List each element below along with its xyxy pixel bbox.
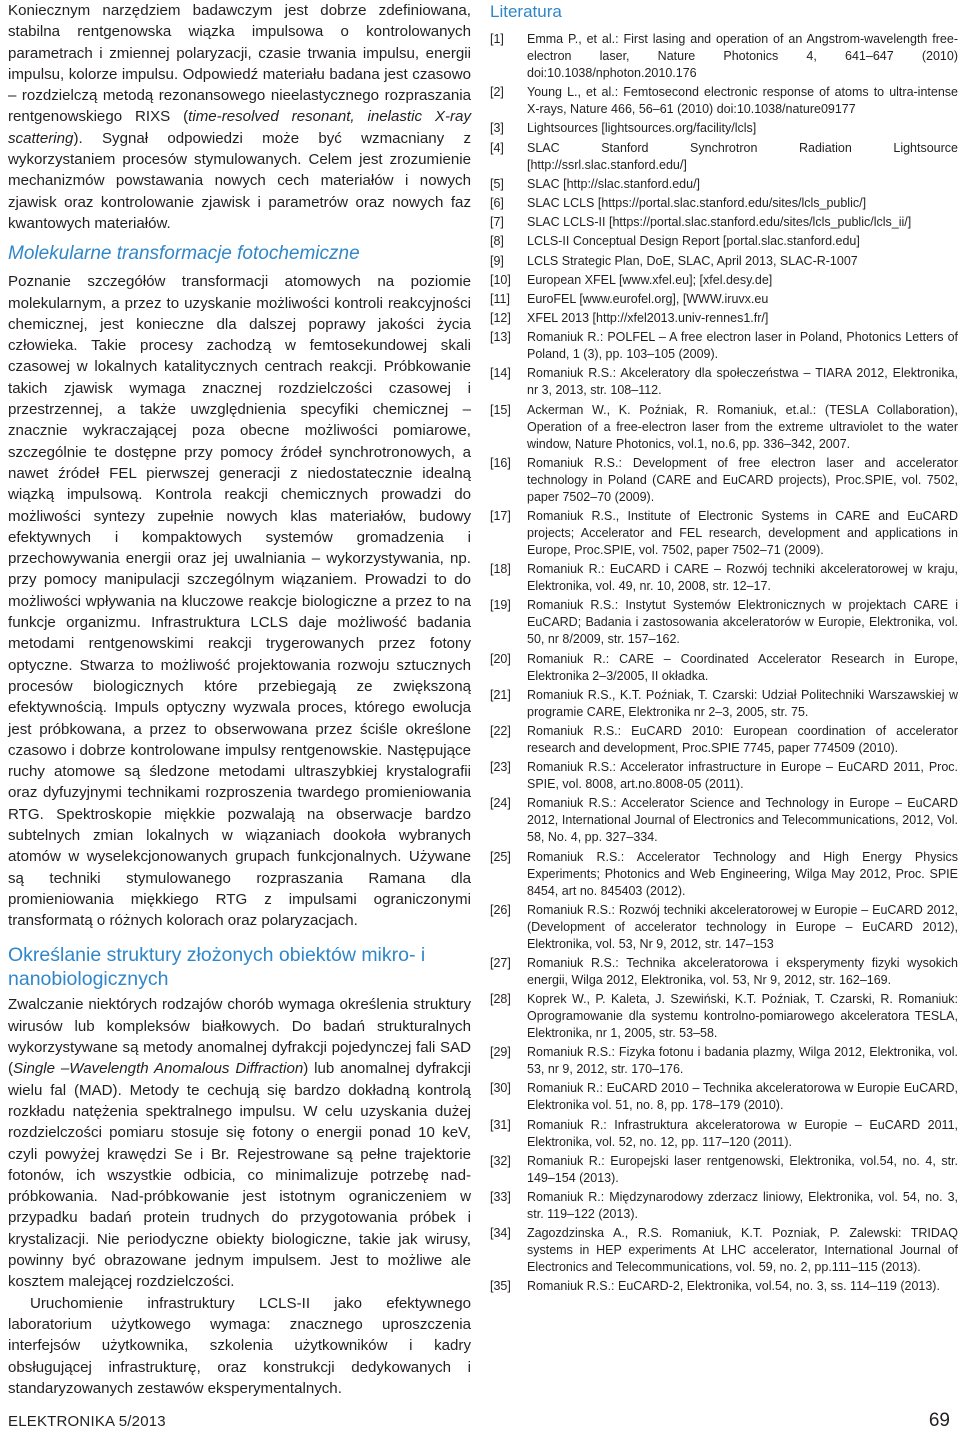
italic-text: Single –Wavelength Anomalous Diffraction xyxy=(13,1060,304,1078)
reference-text: Ackerman W., K. Poźniak, R. Romaniuk, et.al.: (TESLA Collaboration), Operation of a free-electron laser from the extreme ultraviolet to the water window, Nature Photonics, vol.1, no.6, pp. 336–342, 2007. xyxy=(527,402,958,451)
reference-item xyxy=(490,651,958,685)
reference-number: [34] xyxy=(490,1226,511,1241)
text-run: Zwalczanie niektórych rodzajów chorób wymaga określenia struktury wirusów lub kompleksów białkowych. Do badań strukturalnych wykorzystywane są metody anomalnej dyfrakcji pojedynczej fali SAD ( xyxy=(8,996,471,1078)
section-heading: Molekularne transformacje fotochemiczne xyxy=(8,243,360,265)
reference-item xyxy=(490,195,958,212)
reference-number: [20] xyxy=(490,651,511,666)
reference-item xyxy=(490,402,958,453)
reference-text: Romaniuk R.S.: Accelerator infrastructure in Europe – EuCARD 2011, Proc. SPIE, vol. 8008, art.no.8008-05 (2011). xyxy=(527,760,958,792)
reference-number: [35] xyxy=(490,1279,511,1294)
reference-item xyxy=(490,329,958,363)
reference-item xyxy=(490,1117,958,1151)
reference-number: [25] xyxy=(490,849,511,864)
reference-item xyxy=(490,759,958,793)
reference-number: [33] xyxy=(490,1190,511,1204)
text-run: ). Sygnał odpowiedzi może być wzmacniany z wykorzystaniem procesów stymulowanych. Celem jest zrozumienie mechanizmów powstawania nowych cech materiałów i nowych zjawisk oraz kontrolowanie zjawisk i parametrów oraz nowych faz kwantowych materiałów. xyxy=(8,129,471,232)
reference-number: [27] xyxy=(490,955,511,970)
reference-item xyxy=(490,508,958,559)
references-title: Literatura xyxy=(490,2,562,21)
reference-text: Romaniuk R.S., Institute of Electronic Systems in CARE and EuCARD projects; Accelerator and FEL research, development and applications in Europe, Proc.SPIE, vol. 7502, paper 7502–71 (2009). xyxy=(527,509,958,557)
reference-text: Romaniuk R.S.: Fizyka fotonu i badania plazmy, Wilga 2012, Elektronika, vol. 53, nr 9, 2012, str. 170–176. xyxy=(527,1045,958,1077)
reference-item xyxy=(490,955,958,989)
reference-number: [11] xyxy=(490,291,510,306)
reference-text: Lightsources [lightsources.org/facility/lcls] xyxy=(527,121,757,136)
reference-number: [6] xyxy=(490,195,504,210)
reference-number: [29] xyxy=(490,1045,511,1060)
reference-item xyxy=(490,849,958,900)
reference-text: Koprek W., P. Kaleta, J. Szewiński, K.T. Poźniak, T. Czarski, R. Romaniuk: Oprogramowanie dla systemu kontrolno-pomiarowego akceleratora TESLA, Elektronika, nr 1, 2005, str. 53–58. xyxy=(527,992,958,1041)
reference-item xyxy=(490,723,958,757)
section-heading: Określanie struktury złożonych obiektów mikro- i nanobiologicznych xyxy=(8,944,426,991)
reference-number: [23] xyxy=(490,760,511,775)
reference-text: Romaniuk R.: POLFEL – A free electron laser in Poland, Photonics Letters of Poland, 1 (3), pp. 103–105 (2009). xyxy=(527,330,958,362)
italic-text: time-resolved resonant, inelastic X-ray scattering xyxy=(8,108,471,147)
reference-text: SLAC LCLS-II [https://portal.slac.stanford.edu/sites/lcls_public/lcls_ii/] xyxy=(527,215,912,230)
reference-text: Young L., et al.: Femtosecond electronic response of atoms to ultra-intense X-rays, Nature 466, 56–61 (2010) doi:10.1038/nature09177 xyxy=(527,85,958,117)
reference-text: European XFEL [www.xfel.eu]; [xfel.desy.de] xyxy=(527,272,773,287)
reference-text: Romaniuk R.: EuCARD i CARE – Rozwój techniki akceleratorowej w kraju, Elektronika, vol. 49, nr. 10, 2008, str. 12–17. xyxy=(527,562,958,594)
reference-text: Romaniuk R.: EuCARD 2010 – Technika akceleratorowa w Europie EuCARD, Elektronika vol. 51, no. 8, pp. 178–179 (2010). xyxy=(527,1081,958,1113)
reference-number: [15] xyxy=(490,402,511,417)
paragraph xyxy=(8,0,471,234)
reference-number: [8] xyxy=(490,234,504,249)
reference-text: Romaniuk R.S.: Development of free electron laser and accelerator technology in Poland (CARE and EuCARD projects), Proc.SPIE, vol. 7502, paper 7502–70 (2009). xyxy=(527,455,958,504)
reference-item xyxy=(490,1278,958,1295)
reference-text: Romaniuk R.: Infrastruktura akceleratorowa w Europie – EuCARD 2011, Elektronika, vol. 52, no. 12, pp. 117–120 (2011). xyxy=(527,1117,958,1149)
reference-number: [32] xyxy=(490,1153,511,1168)
reference-item xyxy=(490,214,958,231)
reference-text: Romaniuk R.S.: Akceleratory dla społeczeństwa – TIARA 2012, Elektronika, nr 3, 2013, str. 108–112. xyxy=(527,366,958,398)
reference-item xyxy=(490,1225,958,1276)
reference-text: Romaniuk R.S.: Instytut Systemów Elektronicznych w projektach CARE i EuCARD; Badania i zastosowania akceleratorów w Europie, Elektronika, vol. 50, nr 8/2009, str. 157–162. xyxy=(527,598,958,647)
reference-item xyxy=(490,140,958,174)
reference-item xyxy=(490,84,958,118)
paragraph xyxy=(8,271,471,931)
reference-text: SLAC Stanford Synchrotron Radiation Lightsource [http://ssrl.slac.stanford.edu/] xyxy=(527,140,958,172)
reference-item xyxy=(490,1153,958,1187)
reference-item xyxy=(490,31,958,82)
reference-number: [4] xyxy=(490,140,504,155)
reference-item xyxy=(490,902,958,953)
reference-item xyxy=(490,310,958,327)
reference-item xyxy=(490,233,958,250)
reference-item xyxy=(490,687,958,721)
reference-number: [31] xyxy=(490,1117,511,1132)
reference-number: [17] xyxy=(490,509,511,523)
reference-item xyxy=(490,120,958,137)
reference-text: Emma P., et al.: First lasing and operation of an Angstrom-wavelength free-electron laser, Nature Photonics 4, 641–647 (2010) doi:10.1038/nphoton.2010.176 xyxy=(527,32,958,80)
paragraph xyxy=(8,994,471,1292)
reference-number: [3] xyxy=(490,121,504,136)
reference-text: SLAC [http://slac.stanford.edu/] xyxy=(527,176,701,191)
reference-number: [5] xyxy=(490,176,504,191)
reference-item xyxy=(490,291,958,308)
references-section xyxy=(490,0,958,1298)
reference-number: [13] xyxy=(490,330,511,345)
reference-text: Romaniuk R.S., K.T. Poźniak, T. Czarski: Udział Politechniki Warszawskiej w programie CARE, Elektronika nr 2–3, 2005, str. 75. xyxy=(527,687,958,719)
reference-number: [21] xyxy=(490,687,511,702)
paragraph xyxy=(8,1293,471,1399)
reference-item xyxy=(490,597,958,648)
reference-number: [24] xyxy=(490,796,511,811)
article-body xyxy=(8,0,471,1399)
reference-text: Romaniuk R.S.: Accelerator Technology and High Energy Physics Experiments; Photonics and Web Engineering, Wilga May 2012, Proc. SPIE 8454, art no. 845403 (2012). xyxy=(527,849,958,898)
reference-text: Romaniuk R.S.: Technika akceleratorowa i eksperymenty fizyki wysokich energii, Wilga 2012, Elektronika, vol. 53, Nr 9, 2012, str. 162–169. xyxy=(527,955,958,987)
reference-text: Romaniuk R.: Międzynarodowy zderzacz liniowy, Elektronika, vol. 54, no. 3, str. 119–122 (2013). xyxy=(527,1190,958,1221)
reference-number: [28] xyxy=(490,992,511,1007)
reference-text: EuroFEL [www.eurofel.org], [WWW.iruvx.eu xyxy=(527,291,769,306)
reference-text: Romaniuk R.: CARE – Coordinated Accelerator Research in Europe, Elektronika 2–3/2005, II okładka. xyxy=(527,651,958,683)
reference-item xyxy=(490,795,958,846)
reference-item xyxy=(490,1080,958,1114)
reference-text: LCLS Strategic Plan, DoE, SLAC, April 2013, SLAC-R-1007 xyxy=(527,253,858,268)
reference-number: [14] xyxy=(490,366,511,381)
reference-item xyxy=(490,561,958,595)
reference-text: Romaniuk R.S.: Accelerator Science and Technology in Europe – EuCARD 2012, International Journal of Electronics and Telecommunications, 2012, Vol. 58, No. 4, pp. 327–334. xyxy=(527,796,958,845)
reference-item xyxy=(490,455,958,506)
reference-item xyxy=(490,253,958,270)
reference-number: [2] xyxy=(490,85,504,100)
reference-item xyxy=(490,991,958,1042)
reference-number: [10] xyxy=(490,272,511,287)
reference-item xyxy=(490,272,958,289)
reference-number: [9] xyxy=(490,253,504,268)
text-run: Poznanie szczegółów transformacji atomowych na poziomie molekularnym, a przez to uzyskanie możliwości kontroli reakcyjności chemicznej, jest konieczne dla dalszej poprawy jakości życia człowieka. Takie procesy zachodzą w femtosekundowej skali czasowej w lokalnych katalitycznych centrach reakcji. Próbkowanie takich zjawisk wymaga znacznej rozdzielczości czasowej i przestrzennej, a także uwzględnienia specyfiki chemicznej – znacznie wykraczającej poza obecne możliwości pomiarowe, szczególnie te dostępne przy pomocy źródeł synchrotronowych, a nawet źródeł FEL pierwszej generacji z niedostatecznie idealną wiązką impulsową. Kontrola reakcji chemicznych prowadzi do możliwości syntezy zupełnie nowych klas materiałów, budowy efektywnych i kompaktowych systemów gromadzenia i przechowywania energii oraz jej uwalniania – wykorzystywania, np. przy pomocy manipulacji szczególnym wiązaniem. Prowadzi to do możliwości wpływania na kluczowe reakcje biologiczne a przez to na funkcje organizmu. Infrastruktura LCLS daje możliwość badania metodami rentgenowskimi reakcji trygerowanych przez fotony optyczne. Stwarza to możliwość projektowania rozwoju sztucznych procesów biologicznych które przebiegają ze zwiększoną efektywnością. Impuls optyczny wyzwala proces, którego ewolucja jest próbkowana, a przez to obserwowana przez ściśle określone czasowo i dobrze kontrolowane impulsy rentgenowskie. Następujące ruchy atomowe są śledzone metodami ultraszybkiej krystalografii oraz dyfuzyjnymi technikami rozproszenia twardego promieniowania RTG. Spektroskopie miękkie pozwalają na obserwacje bardzo subtelnych zmian lokalnych w wiązaniach dookoła wybranych atomów w wyselekcjonowanych grupach funkcjonalnych. Używane są techniki stymulowanego rozpraszania Ramana dla promieniowania miękkiego RTG z impulsami ograniczonymi transformatą o różnych kolorach oraz polaryzacjach. xyxy=(8,273,471,930)
text-run: ) lub anomalnej dyfrakcji wielu fal (MAD). Metody te cechują się bardzo dokładną kontrolą rozkładu natężenia spektralnego impulsu. W celu uzyskania dużej rozdzielczości pomiaru stosuje się fotony o energii ponad 10 keV, czyli powyżej krawędzi Se i Br. Rejestrowane są pełne trajektorie fotonów, ich wszystkie odbicia, co minimalizuje potrzebę nad-próbkowania. Nad-próbkowanie jest istotnym ograniczeniem w przypadku badań protein trudnych do przygotowania próbek i krystalizacji. Nie periodyczne obiekty biologiczne, takie jak wirusy, powinny być obrazowane jednym impulsem. Jest to możliwe ale kosztem malejącej rozdzielczości. xyxy=(8,1060,471,1291)
reference-item xyxy=(490,1044,958,1078)
text-run: Koniecznym narzędziem badawczym jest dobrze zdefiniowana, stabilna rentgenowska wiązka impulsowa o kontrolowanych parametrach i zmiennej polaryzacji, czasie trwania impulsu, energii impulsu, kolorze impulsu. Odpowiedź materiału badana jest czasowo – rozdzielczą metodą rezonansowego nieelastycznego rozpraszania rentgenowskiego RIXS ( xyxy=(8,2,471,126)
journal-issue: ELEKTRONIKA 5/2013 xyxy=(8,1413,166,1430)
reference-number: [12] xyxy=(490,311,511,326)
page-number: 69 xyxy=(928,1410,950,1431)
reference-number: [30] xyxy=(490,1081,511,1096)
reference-number: [7] xyxy=(490,215,504,230)
reference-item xyxy=(490,365,958,399)
reference-text: SLAC LCLS [https://portal.slac.stanford.edu/sites/lcls_public/] xyxy=(527,195,867,210)
reference-text: Romaniuk R.: Europejski laser rentgenowski, Elektronika, vol.54, no. 4, str. 149–154 (2013). xyxy=(527,1153,958,1185)
reference-text: Romaniuk R.S.: Rozwój techniki akceleratorowej w Europie – EuCARD 2012, (Development of accelerator technology in Europe – EuCARD 2012), Elektronika, vol. 53, Nr 9, 2012, str. 147–153 xyxy=(527,902,958,951)
reference-text: Romaniuk R.S.: EuCARD-2, Elektronika, vol.54, no. 3, ss. 114–119 (2013). xyxy=(527,1279,940,1294)
reference-number: [19] xyxy=(490,598,511,613)
reference-item xyxy=(490,1189,958,1223)
reference-text: XFEL 2013 [http://xfel2013.univ-rennes1.fr/] xyxy=(527,311,769,326)
reference-item xyxy=(490,176,958,193)
reference-number: [18] xyxy=(490,562,511,577)
reference-text: Zagozdzinska A., R.S. Romaniuk, K.T. Pozniak, P. Zalewski: TRIDAQ systems in HEP experiments At LHC accelerator, International Journal of Electronics and Telecommunications, vol. 59, no. 2, pp.111–115 (2013). xyxy=(527,1226,958,1275)
reference-number: [26] xyxy=(490,902,511,917)
references-list xyxy=(490,31,958,1295)
reference-text: LCLS-II Conceptual Design Report [portal.slac.stanford.edu] xyxy=(527,234,860,249)
text-run: Uruchomienie infrastruktury LCLS-II jako efektywnego laboratorium użytkowego wymaga: znacznego uproszczenia interfejsów użytkownika, szkolenia użytkowników i kadry obsługującej infrastrukturę, oraz konstrukcji dedykowanych i standaryzowanych zestawów eksperymentalnych. xyxy=(8,1294,471,1397)
reference-text: Romaniuk R.S.: EuCARD 2010: European coordination of accelerator research and development, Proc.SPIE 7745, paper 774509 (2010). xyxy=(527,723,958,755)
reference-number: [22] xyxy=(490,723,511,738)
reference-number: [16] xyxy=(490,455,511,470)
reference-number: [1] xyxy=(490,32,504,46)
